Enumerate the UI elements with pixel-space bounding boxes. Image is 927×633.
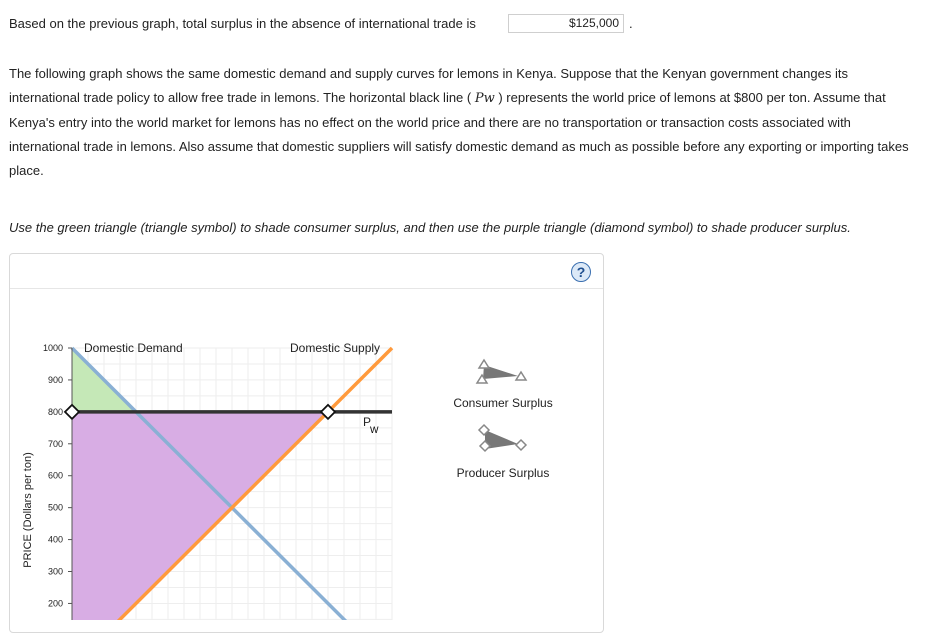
y-tick-label: 700 <box>47 438 63 449</box>
consumer-surplus-tool[interactable] <box>453 360 552 410</box>
pw-symbol: Pw <box>474 91 495 106</box>
y-axis-title: PRICE (Dollars per ton) <box>22 452 34 568</box>
y-tick-label: 1000 <box>42 343 63 353</box>
y-tick-label: 300 <box>47 566 63 577</box>
paragraph-part1: The following graph shows the same domestic demand and supply curves for lemons in Kenya. Suppose that the Kenyan government changes its international trade policy to allow free trade in lemons. The horizontal black line ( <box>9 66 848 105</box>
paragraph-part2: ) represents the world price of lemons at $800 per ton. Assume that Kenya's entry into the world market for lemons has no effect on the world price and there are no transportation or transaction costs associated with international trade in lemons. Also assume that domestic suppliers will satisfy domestic demand as much as possible before any exporting or importing takes place. <box>9 90 909 178</box>
y-tick-label: 900 <box>47 374 63 385</box>
producer-surplus-tool-label: Producer Surplus <box>456 466 550 480</box>
domestic-supply-label: Domestic Supply <box>290 341 381 355</box>
question-text: Based on the previous graph, total surplus in the absence of international trade is <box>9 16 476 31</box>
world-price-label: P <box>363 415 372 429</box>
help-icon[interactable]: ? <box>571 262 591 282</box>
diamond-handle-icon <box>516 440 526 450</box>
y-tick-label: 500 <box>47 502 63 513</box>
y-tick-label: 400 <box>47 534 63 545</box>
y-tick-label: 600 <box>47 470 63 481</box>
total-surplus-answer-field[interactable]: $125,000 <box>508 14 624 33</box>
producer-surplus-tool[interactable] <box>457 425 550 480</box>
triangle-handle-icon <box>479 360 489 368</box>
world-price-subscript: W <box>370 425 379 435</box>
consumer-surplus-tool-label: Consumer Surplus <box>453 396 553 410</box>
instruction-text: Use the green triangle (triangle symbol) to shade consumer surplus, and then use the purple triangle (diamond symbol) to shade producer surplus. <box>9 220 851 235</box>
y-tick-label: 800 <box>47 406 63 417</box>
y-ticks <box>43 343 72 608</box>
question-period: . <box>629 16 633 31</box>
y-tick-label: 200 <box>47 598 63 609</box>
domestic-demand-label: Domestic Demand <box>84 341 183 355</box>
